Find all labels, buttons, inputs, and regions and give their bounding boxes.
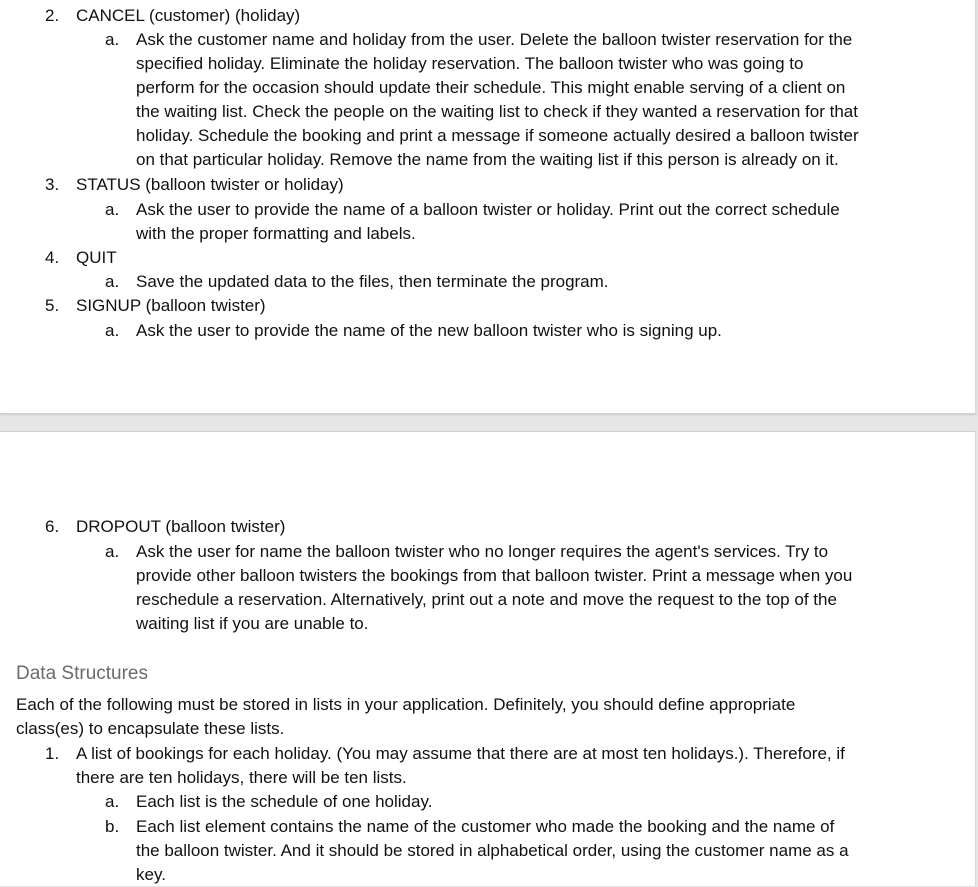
- paragraph-line: class(es) to encapsulate these lists.: [16, 719, 285, 738]
- list-number: 2.: [45, 6, 60, 25]
- sublist-marker: a.: [105, 200, 120, 219]
- document-page-2: [0, 431, 976, 886]
- list-item-title-status: STATUS (balloon twister or holiday): [76, 175, 344, 194]
- text-line: the waiting list. Check the people on the waiting list to check if they wanted a reservation for that: [136, 102, 858, 121]
- list-number: 1.: [45, 744, 60, 763]
- sublist-marker: a.: [105, 792, 120, 811]
- text-line: Ask the user for name the balloon twister who no longer requires the agent's services. Try to: [136, 542, 829, 561]
- text-line: waiting list if you are unable to.: [136, 614, 369, 633]
- text-line: key.: [136, 865, 166, 884]
- text-line: reschedule a reservation. Alternatively, print out a note and move the request to the top of the: [136, 590, 837, 609]
- text-line: Ask the user to provide the name of the new balloon twister who is signing up.: [136, 321, 722, 340]
- sublist-marker: a.: [105, 321, 120, 340]
- text-line: there are ten holidays, there will be ten lists.: [76, 768, 407, 787]
- text-line: Ask the customer name and holiday from the user. Delete the balloon twister reservation for the: [136, 30, 853, 49]
- paragraph-line: Each of the following must be stored in lists in your application. Definitely, you should define appropriate: [16, 695, 796, 714]
- section-heading: Data Structures: [16, 663, 148, 684]
- text-line: specified holiday. Eliminate the holiday reservation. The balloon twister who was going to: [136, 54, 804, 73]
- sublist-marker: b.: [105, 817, 120, 836]
- text-line: Each list is the schedule of one holiday.: [136, 792, 433, 811]
- list-number: 5.: [45, 296, 60, 315]
- sublist-marker: a.: [105, 30, 120, 49]
- list-item-title-cancel: CANCEL (customer) (holiday): [76, 6, 301, 25]
- text-line: Ask the user to provide the name of a balloon twister or holiday. Print out the correct schedule: [136, 200, 840, 219]
- list-number: 3.: [45, 175, 60, 194]
- document-page-1: [0, 0, 976, 414]
- sublist-marker: a.: [105, 272, 120, 291]
- text-line: Each list element contains the name of the customer who made the booking and the name of: [136, 817, 835, 836]
- text-line: A list of bookings for each holiday. (You may assume that there are at most ten holidays.). Therefore, if: [76, 744, 845, 763]
- text-line: Save the updated data to the files, then terminate the program.: [136, 272, 609, 291]
- list-item-title-dropout: DROPOUT (balloon twister): [76, 517, 286, 536]
- text-line: holiday. Schedule the booking and print a message if someone actually desired a balloon twister: [136, 126, 859, 145]
- text-line: on that particular holiday. Remove the name from the waiting list if this person is already on it.: [136, 150, 839, 169]
- text-line: the balloon twister. And it should be stored in alphabetical order, using the customer name as a: [136, 841, 849, 860]
- list-number: 4.: [45, 248, 60, 267]
- list-number: 6.: [45, 517, 60, 536]
- list-item-title-quit: QUIT: [76, 248, 117, 267]
- text-line: with the proper formatting and labels.: [136, 224, 416, 243]
- list-item-title-signup: SIGNUP (balloon twister): [76, 296, 266, 315]
- text-line: provide other balloon twisters the bookings from that balloon twister. Print a message when you: [136, 566, 853, 585]
- text-line: perform for the occasion should update their schedule. This might enable serving of a client on: [136, 78, 846, 97]
- sublist-marker: a.: [105, 542, 120, 561]
